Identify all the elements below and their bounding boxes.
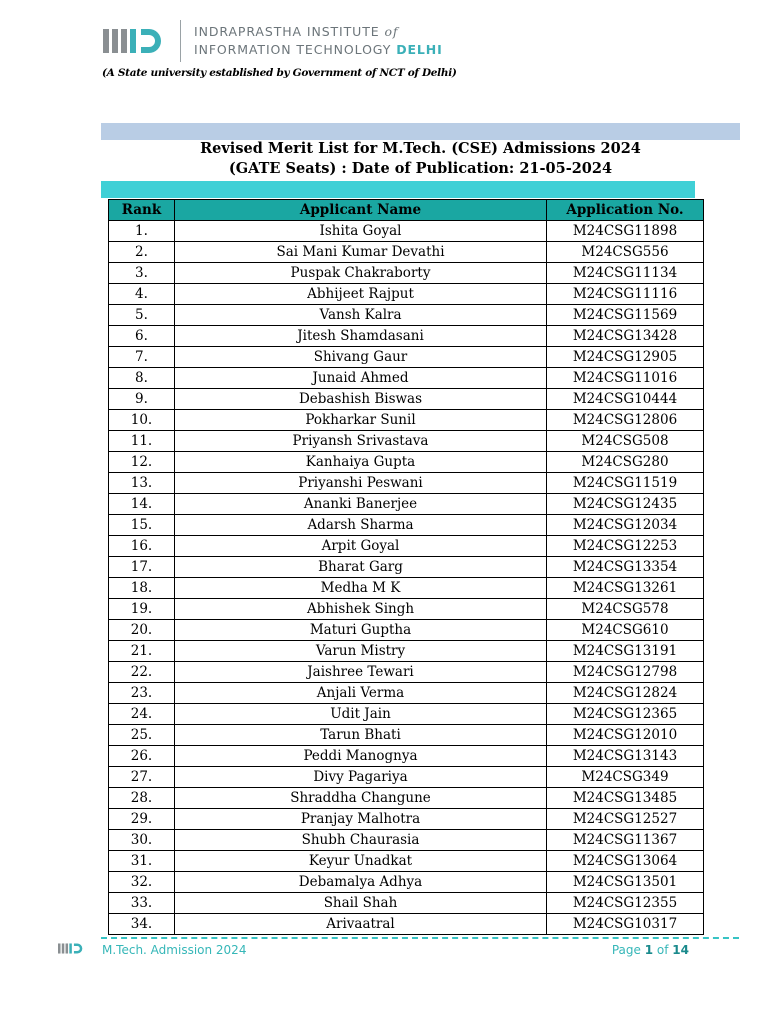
rank-cell: 14. <box>109 494 175 515</box>
application-no-cell: M24CSG11134 <box>547 263 704 284</box>
title-band-bottom <box>101 181 695 198</box>
table-row <box>109 536 704 557</box>
applicant-name-cell: Kanhaiya Gupta <box>175 452 547 473</box>
title-band-top <box>101 123 740 140</box>
application-no-cell: M24CSG13261 <box>547 578 704 599</box>
table-row <box>109 746 704 767</box>
merit-list-table <box>108 199 704 935</box>
logo-divider <box>180 20 181 62</box>
rank-cell: 12. <box>109 452 175 473</box>
applicant-name-cell: Jaishree Tewari <box>175 662 547 683</box>
applicant-name-cell: Jitesh Shamdasani <box>175 326 547 347</box>
rank-cell: 16. <box>109 536 175 557</box>
rank-cell: 26. <box>109 746 175 767</box>
applicant-name-cell: Shail Shah <box>175 893 547 914</box>
table-row <box>109 683 704 704</box>
rank-cell: 31. <box>109 851 175 872</box>
application-no-cell: M24CSG11898 <box>547 221 704 242</box>
application-no-cell: M24CSG12806 <box>547 410 704 431</box>
table-row <box>109 221 704 242</box>
table-row <box>109 284 704 305</box>
application-no-cell: M24CSG556 <box>547 242 704 263</box>
rank-cell: 20. <box>109 620 175 641</box>
table-row <box>109 578 704 599</box>
table-row <box>109 704 704 725</box>
table-row <box>109 410 704 431</box>
application-no-cell: M24CSG578 <box>547 599 704 620</box>
applicant-name-cell: Vansh Kalra <box>175 305 547 326</box>
application-no-cell: M24CSG280 <box>547 452 704 473</box>
rank-cell: 4. <box>109 284 175 305</box>
table-row <box>109 389 704 410</box>
table-row <box>109 494 704 515</box>
institute-tagline: (A State university established by Government of NCT of Delhi) <box>102 67 457 79</box>
table-row <box>109 767 704 788</box>
applicant-name-cell: Divy Pagariya <box>175 767 547 788</box>
column-header-rank: Rank <box>109 200 175 221</box>
table-row <box>109 473 704 494</box>
rank-cell: 8. <box>109 368 175 389</box>
rank-cell: 3. <box>109 263 175 284</box>
applicant-name-cell: Anjali Verma <box>175 683 547 704</box>
rank-cell: 32. <box>109 872 175 893</box>
applicant-name-cell: Maturi Guptha <box>175 620 547 641</box>
applicant-name-cell: Pranjay Malhotra <box>175 809 547 830</box>
applicant-name-cell: Pokharkar Sunil <box>175 410 547 431</box>
application-no-cell: M24CSG13191 <box>547 641 704 662</box>
application-no-cell: M24CSG13064 <box>547 851 704 872</box>
rank-cell: 10. <box>109 410 175 431</box>
table-row <box>109 851 704 872</box>
table-row <box>109 368 704 389</box>
rank-cell: 18. <box>109 578 175 599</box>
table-row <box>109 557 704 578</box>
rank-cell: 11. <box>109 431 175 452</box>
rank-cell: 7. <box>109 347 175 368</box>
applicant-name-cell: Bharat Garg <box>175 557 547 578</box>
table-row <box>109 662 704 683</box>
application-no-cell: M24CSG11367 <box>547 830 704 851</box>
applicant-name-cell: Ishita Goyal <box>175 221 547 242</box>
rank-cell: 23. <box>109 683 175 704</box>
applicant-name-cell: Junaid Ahmed <box>175 368 547 389</box>
application-no-cell: M24CSG11116 <box>547 284 704 305</box>
table-row <box>109 788 704 809</box>
application-no-cell: M24CSG508 <box>547 431 704 452</box>
application-no-cell: M24CSG12355 <box>547 893 704 914</box>
rank-cell: 13. <box>109 473 175 494</box>
table-row <box>109 872 704 893</box>
application-no-cell: M24CSG13501 <box>547 872 704 893</box>
rank-cell: 1. <box>109 221 175 242</box>
application-no-cell: M24CSG10444 <box>547 389 704 410</box>
application-no-cell: M24CSG12010 <box>547 725 704 746</box>
applicant-name-cell: Shraddha Changune <box>175 788 547 809</box>
application-no-cell: M24CSG11569 <box>547 305 704 326</box>
rank-cell: 19. <box>109 599 175 620</box>
table-row <box>109 599 704 620</box>
application-no-cell: M24CSG12824 <box>547 683 704 704</box>
table-row <box>109 893 704 914</box>
applicant-name-cell: Varun Mistry <box>175 641 547 662</box>
applicant-name-cell: Adarsh Sharma <box>175 515 547 536</box>
table-row <box>109 242 704 263</box>
applicant-name-cell: Abhijeet Rajput <box>175 284 547 305</box>
applicant-name-cell: Sai Mani Kumar Devathi <box>175 242 547 263</box>
table-row <box>109 641 704 662</box>
rank-cell: 5. <box>109 305 175 326</box>
table-body <box>109 221 704 935</box>
rank-cell: 6. <box>109 326 175 347</box>
applicant-name-cell: Priyansh Srivastava <box>175 431 547 452</box>
applicant-name-cell: Debashish Biswas <box>175 389 547 410</box>
page-title-line2: (GATE Seats) : Date of Publication: 21-05-2024 <box>228 160 613 177</box>
table-row <box>109 830 704 851</box>
rank-cell: 34. <box>109 914 175 935</box>
applicant-name-cell: Debamalya Adhya <box>175 872 547 893</box>
application-no-cell: M24CSG12905 <box>547 347 704 368</box>
rank-cell: 28. <box>109 788 175 809</box>
table-row <box>109 620 704 641</box>
applicant-name-cell: Puspak Chakraborty <box>175 263 547 284</box>
application-no-cell: M24CSG11519 <box>547 473 704 494</box>
applicant-name-cell: Medha M K <box>175 578 547 599</box>
application-no-cell: M24CSG610 <box>547 620 704 641</box>
table-row <box>109 914 704 935</box>
application-no-cell: M24CSG349 <box>547 767 704 788</box>
applicant-name-cell: Arpit Goyal <box>175 536 547 557</box>
institute-name-line2: INFORMATION TECHNOLOGY DELHI <box>194 42 443 57</box>
applicant-name-cell: Udit Jain <box>175 704 547 725</box>
rank-cell: 17. <box>109 557 175 578</box>
application-no-cell: M24CSG10317 <box>547 914 704 935</box>
application-no-cell: M24CSG12365 <box>547 704 704 725</box>
applicant-name-cell: Abhishek Singh <box>175 599 547 620</box>
application-no-cell: M24CSG11016 <box>547 368 704 389</box>
institute-name-line1: INDRAPRASTHA INSTITUTE of <box>194 24 399 39</box>
application-no-cell: M24CSG13428 <box>547 326 704 347</box>
rank-cell: 27. <box>109 767 175 788</box>
rank-cell: 30. <box>109 830 175 851</box>
application-no-cell: M24CSG12034 <box>547 515 704 536</box>
applicant-name-cell: Shubh Chaurasia <box>175 830 547 851</box>
table-row <box>109 452 704 473</box>
applicant-name-cell: Priyanshi Peswani <box>175 473 547 494</box>
table-header-row <box>109 200 704 221</box>
rank-cell: 25. <box>109 725 175 746</box>
table-row <box>109 263 704 284</box>
table-row <box>109 809 704 830</box>
rank-cell: 15. <box>109 515 175 536</box>
rank-cell: 33. <box>109 893 175 914</box>
table-row <box>109 515 704 536</box>
rank-cell: 2. <box>109 242 175 263</box>
table-row <box>109 725 704 746</box>
application-no-cell: M24CSG12435 <box>547 494 704 515</box>
application-no-cell: M24CSG13143 <box>547 746 704 767</box>
rank-cell: 24. <box>109 704 175 725</box>
rank-cell: 9. <box>109 389 175 410</box>
applicant-name-cell: Shivang Gaur <box>175 347 547 368</box>
iiitd-logo-icon <box>103 27 165 55</box>
iiitd-footer-logo-icon <box>58 942 84 955</box>
table-row <box>109 305 704 326</box>
application-no-cell: M24CSG13485 <box>547 788 704 809</box>
applicant-name-cell: Peddi Manognya <box>175 746 547 767</box>
table-row <box>109 326 704 347</box>
rank-cell: 21. <box>109 641 175 662</box>
applicant-name-cell: Keyur Unadkat <box>175 851 547 872</box>
rank-cell: 22. <box>109 662 175 683</box>
column-header-applicant-name: Applicant Name <box>175 200 547 221</box>
application-no-cell: M24CSG12253 <box>547 536 704 557</box>
application-no-cell: M24CSG12798 <box>547 662 704 683</box>
page-number: Page 1 of 14 <box>611 943 689 957</box>
applicant-name-cell: Ananki Banerjee <box>175 494 547 515</box>
application-no-cell: M24CSG13354 <box>547 557 704 578</box>
rank-cell: 29. <box>109 809 175 830</box>
column-header-application-no: Application No. <box>547 200 704 221</box>
page-title-line1: Revised Merit List for M.Tech. (CSE) Admissions 2024 <box>200 140 641 157</box>
footer-title: M.Tech. Admission 2024 <box>102 943 247 957</box>
table-row <box>109 347 704 368</box>
application-no-cell: M24CSG12527 <box>547 809 704 830</box>
applicant-name-cell: Arivaatral <box>175 914 547 935</box>
table-row <box>109 431 704 452</box>
footer-divider <box>101 937 739 939</box>
applicant-name-cell: Tarun Bhati <box>175 725 547 746</box>
